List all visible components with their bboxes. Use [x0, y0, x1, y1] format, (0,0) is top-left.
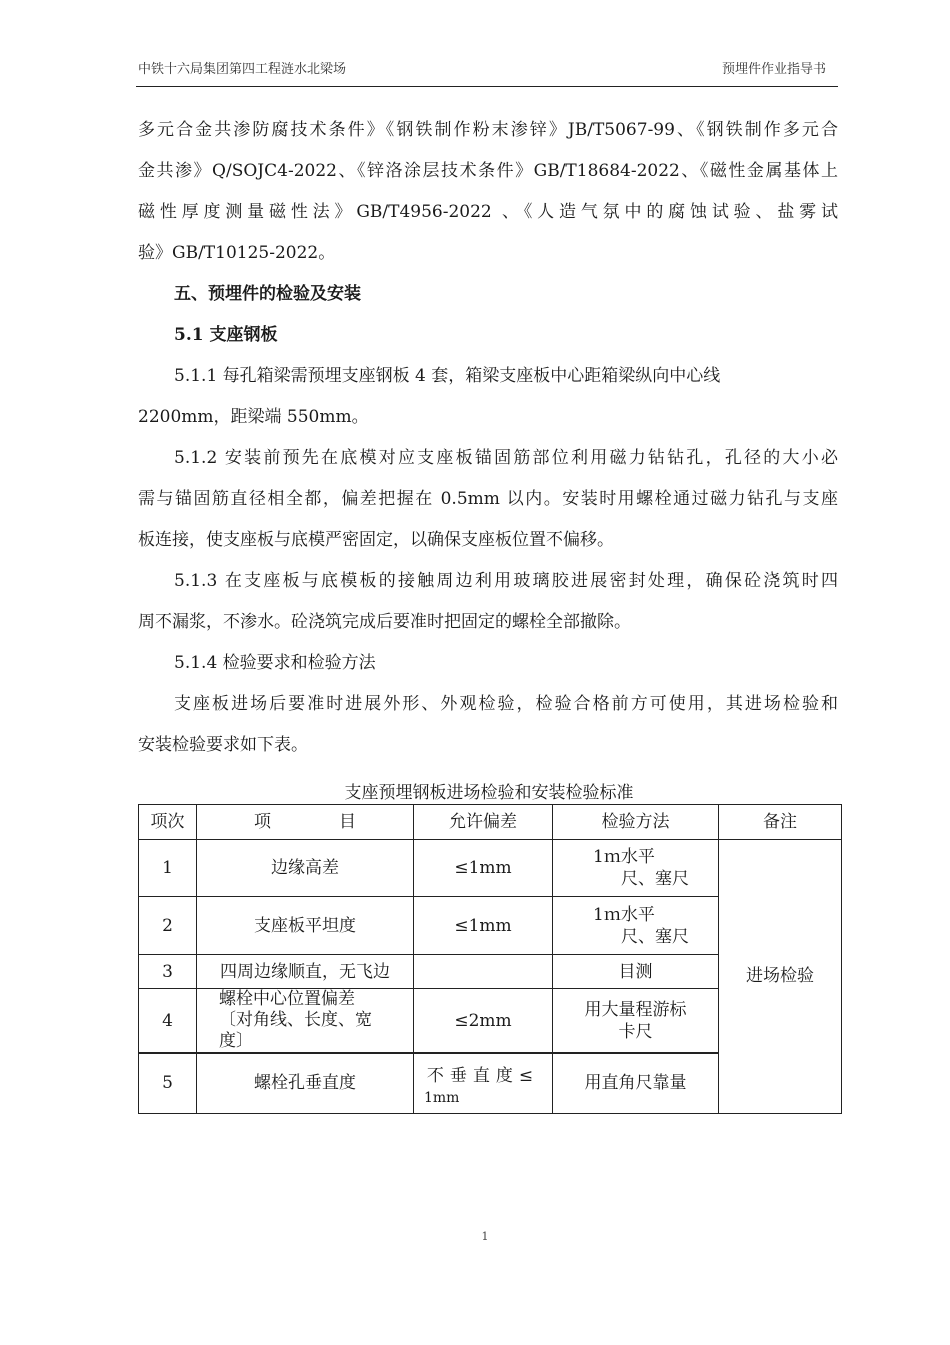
- method-line: 尺、塞尺: [621, 869, 689, 889]
- item-line: 〔对角线、长度、宽: [219, 1010, 372, 1030]
- cell-method: [553, 989, 719, 1054]
- header-remark: 备注: [719, 805, 842, 840]
- method-line: 1ｍ水平: [593, 847, 655, 867]
- header-method: 检验方法: [553, 805, 719, 840]
- method-line: 1ｍ水平: [593, 904, 655, 925]
- cell-method: 用直角尺靠量: [553, 1053, 719, 1113]
- table-header-row: [139, 805, 842, 840]
- cell-no: 2: [139, 897, 197, 955]
- cell-item: 边缘高差: [197, 840, 414, 897]
- cell-item: 螺栓孔垂直度: [197, 1053, 414, 1113]
- table-title: 支座预埋钢板进场检验和安装检验标准: [344, 783, 634, 803]
- cell-no: 4: [139, 989, 197, 1054]
- cell-tolerance: ≤2mm: [414, 989, 553, 1054]
- tolerance-line: 不垂直度≤: [426, 1066, 540, 1087]
- ref-line-1: 多元合金共渗防腐技术条件》《钢铁制作粉末渗锌》JB/T5067-99、《钢铁制作多元合: [138, 120, 838, 140]
- cell-method: [553, 897, 719, 955]
- ref-line-2: 金共渗》Q/SOJC4-2022、《锌洛涂层技术条件》GB/T18684-2022、《磁性金属基体上: [138, 161, 838, 181]
- cell-tolerance: [414, 1053, 553, 1113]
- tolerance-line: 1mm: [424, 1090, 460, 1107]
- method-line: 卡尺: [618, 1021, 653, 1042]
- page-header: [136, 52, 838, 87]
- ref-line-3: 磁性厚度测量磁性法》GB/T4956-2022 、《人造气氛中的腐蚀试验、盐雾试: [138, 202, 838, 222]
- cell-method: 目测: [553, 955, 719, 989]
- para-5-1-2-line3: 板连接，使支座板与底模严密固定，以确保支座板位置不偏移。: [138, 530, 614, 550]
- section-heading-5-1: 5.1 支座钢板: [174, 325, 278, 345]
- header-doc-title: 预埋件作业指导书: [721, 62, 826, 77]
- cell-item: 支座板平坦度: [197, 897, 414, 955]
- cell-no: 5: [139, 1053, 197, 1113]
- ref-line-4: 验》GB/T10125-2022。: [138, 243, 336, 263]
- cell-item: [197, 989, 414, 1054]
- method-line: 尺、塞尺: [621, 926, 689, 947]
- cell-item: 四周边缘顺直，无飞边: [197, 955, 414, 989]
- header-org: 中铁十六局集团第四工程涟水北梁场: [138, 62, 347, 77]
- para-check-line1: 支座板进场后要准时进展外形、外观检验，检验合格前方可使用，其进场检验和: [174, 694, 838, 714]
- header-no: 项次: [139, 805, 197, 840]
- table-row: [139, 840, 842, 897]
- para-5-1-1-line1: 5.1.1 每孔箱梁需预埋支座钢板 4 套，箱梁支座板中心距箱梁纵向中心线: [174, 366, 721, 386]
- inspection-table: [138, 804, 842, 1114]
- para-5-1-4: 5.1.4 检验要求和检验方法: [174, 653, 376, 673]
- item-line: 螺栓中心位置偏差: [219, 989, 355, 1009]
- page-number: 1: [481, 1230, 489, 1243]
- section-heading-5: 五、预埋件的检验及安装: [174, 284, 361, 304]
- header-tolerance: 允许偏差: [414, 805, 553, 840]
- para-check-line2: 安装检验要求如下表。: [138, 735, 308, 755]
- para-5-1-1-line2: 2200mm，距梁端 550mm。: [138, 407, 369, 427]
- cell-method: [553, 840, 719, 897]
- para-5-1-2-line2: 需与锚固筋直径相全都，偏差把握在 0.5mm 以内。安装时用螺栓通过磁力钻孔与支座: [138, 489, 838, 509]
- para-5-1-2-line1: 5.1.2 安装前预先在底模对应支座板锚固筋部位利用磁力钻钻孔，孔径的大小必: [174, 448, 838, 468]
- method-line: 用大量程游标: [584, 999, 687, 1020]
- cell-no: 1: [139, 840, 197, 897]
- body-text: [138, 110, 838, 766]
- para-5-1-3-line1: 5.1.3 在支座板与底模板的接触周边利用玻璃胶进展密封处理，确保砼浇筑时四: [174, 571, 838, 591]
- cell-no: 3: [139, 955, 197, 989]
- cell-tolerance: ≤1mm: [414, 840, 553, 897]
- item-line: 度〕: [219, 1031, 253, 1051]
- cell-tolerance: ≤1mm: [414, 897, 553, 955]
- cell-tolerance: [414, 955, 553, 989]
- para-5-1-3-line2: 周不漏浆，不渗水。砼浇筑完成后要准时把固定的螺栓全部撤除。: [138, 612, 631, 632]
- cell-remark: 进场检验: [719, 840, 842, 1114]
- header-item: 项 目: [197, 805, 414, 840]
